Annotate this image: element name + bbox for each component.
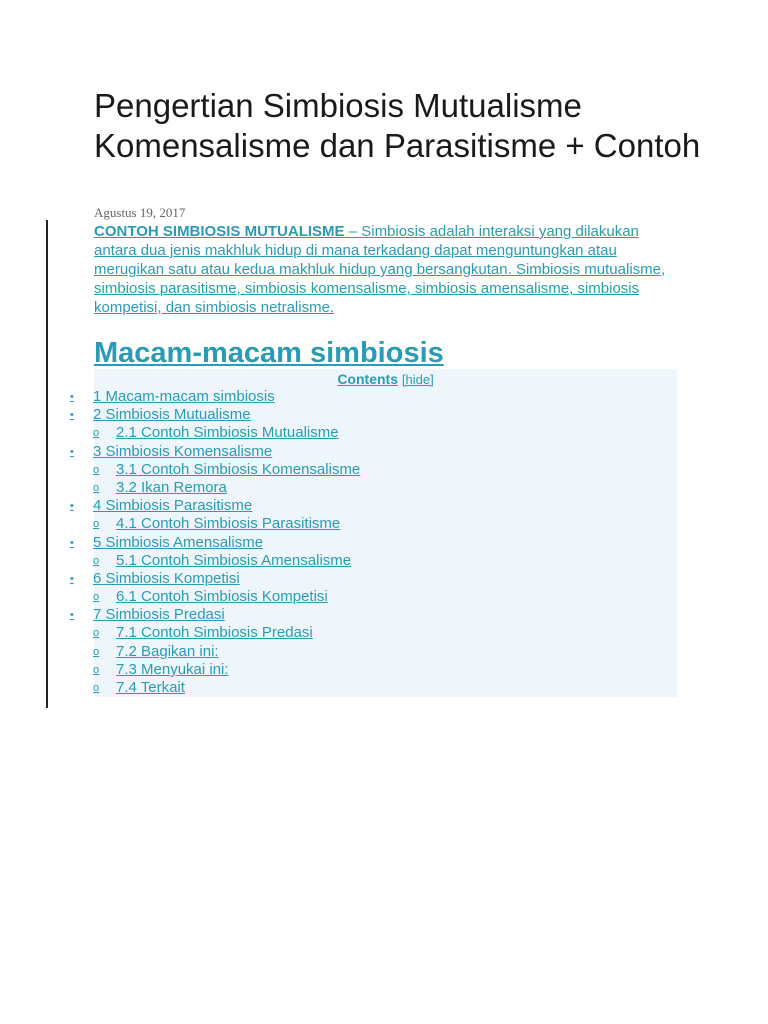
toc-item-link[interactable]: 4 Simbiosis Parasitisme (93, 497, 253, 515)
toc-item-link[interactable]: 7.1 Contoh Simbiosis Predasi (116, 624, 313, 642)
bullet-disc-icon: • (70, 500, 74, 513)
toc-header (94, 371, 677, 388)
toc-item-link[interactable]: 6 Simbiosis Kompetisi (93, 569, 240, 587)
toc-item-link[interactable]: 3.2 Ikan Remora (116, 478, 227, 496)
bullet-disc-icon: • (70, 391, 74, 403)
intro-keyword-link[interactable]: CONTOH SIMBIOSIS MUTUALISME (94, 223, 345, 240)
bullet-disc-icon: • (70, 572, 74, 585)
bullet-circle-icon: o (93, 663, 100, 676)
bullet-disc-icon: • (70, 409, 74, 422)
intro-text[interactable]: – Simbiosis adalah interaksi yang dilakukan antara dua jenis makhluk hidup di mana terkadang dapat menguntungkan atau merugikan satu atau kedua makhluk hidup yang bersangkutan. Simbiosis mutualisme, simbiosis parasitisme, simbiosis komensalisme, simbiosis amensalisme, simbiosis kompetisi, dan simbiosis netralisme. (94, 223, 666, 316)
bullet-circle-icon: o (93, 627, 100, 640)
toc-title: Contents (337, 371, 398, 387)
toc-item-link[interactable]: 7.3 Menyukai ini: (116, 660, 229, 678)
toc-item-link[interactable]: 7.2 Bagikan ini: (116, 642, 219, 660)
bullet-circle-icon: o (93, 518, 100, 531)
bullet-circle-icon: o (93, 463, 100, 476)
bullet-circle-icon: o (93, 554, 100, 567)
left-margin-bar (46, 220, 48, 708)
toc-item-link[interactable]: 7.4 Terkait (116, 679, 185, 696)
bullet-circle-icon: o (93, 481, 100, 494)
intro-paragraph[interactable] (94, 222, 684, 317)
bullet-disc-icon: • (70, 609, 74, 622)
toc-item-link[interactable]: 3.1 Contoh Simbiosis Komensalisme (116, 460, 361, 478)
toc-item-link[interactable]: 2.1 Contoh Simbiosis Mutualisme (116, 424, 339, 442)
section-heading[interactable]: Macam-macam simbiosis (94, 337, 444, 369)
post-date: Agustus 19, 2017 (94, 205, 186, 220)
toc-item-link[interactable]: 5.1 Contoh Simbiosis Amensalisme (116, 551, 352, 569)
bullet-disc-icon: • (70, 536, 74, 549)
toc-item-link[interactable]: 4.1 Contoh Simbiosis Parasitisme (116, 515, 341, 533)
article-title: Pengertian Simbiosis Mutualisme Komensalisme dan Parasitisme + Contoh (94, 87, 701, 164)
bullet-circle-icon: o (93, 591, 100, 604)
toc-item-link[interactable]: 3 Simbiosis Komensalisme (93, 442, 273, 460)
bullet-circle-icon: o (93, 645, 100, 658)
toc-item-link[interactable]: 1 Macam-macam simbiosis (93, 388, 275, 405)
bullet-circle-icon: o (93, 427, 100, 440)
toc-item-link[interactable]: 7 Simbiosis Predasi (93, 606, 225, 624)
toc-item-link[interactable]: 5 Simbiosis Amensalisme (93, 533, 264, 551)
bullet-disc-icon: • (70, 445, 74, 458)
toc-hide-toggle[interactable]: [hide] (401, 372, 434, 387)
toc-item-link[interactable]: 2 Simbiosis Mutualisme (93, 406, 251, 424)
toc-item-link[interactable]: 6.1 Contoh Simbiosis Kompetisi (116, 588, 328, 606)
bullet-circle-icon: o (93, 682, 100, 694)
